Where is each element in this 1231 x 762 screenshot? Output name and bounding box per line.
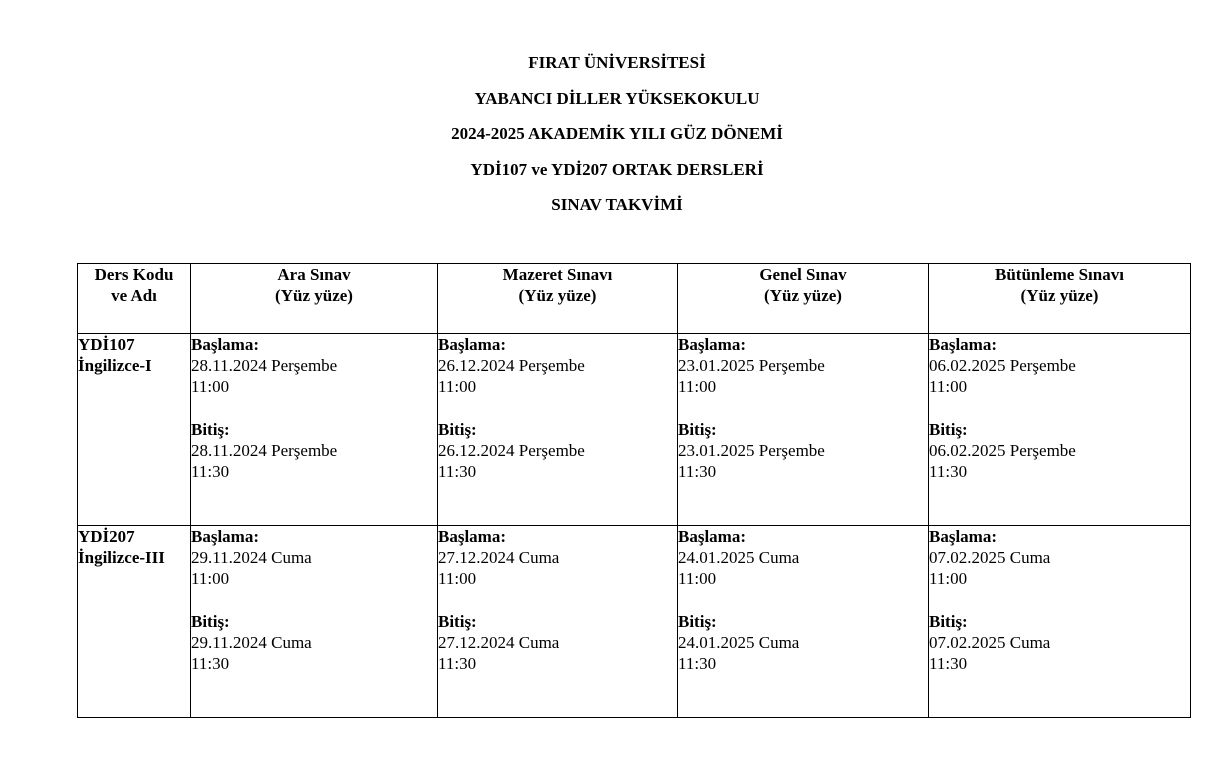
end-date: 26.12.2024 Perşembe [438,441,585,460]
column-header-makeup [438,264,678,334]
table-header-row [78,264,1191,334]
start-time: 11:00 [678,569,717,588]
course-group: YDİ107 ve YDİ207 ORTAK DERSLERİ [470,159,764,179]
start-label: Başlama: [438,335,506,354]
start-date: 06.02.2025 Perşembe [929,356,1076,375]
end-time: 11:30 [438,654,477,673]
start-label: Başlama: [929,527,997,546]
column-header-line: Ara Sınav [277,265,351,284]
end-label: Bitiş: [191,612,230,631]
start-date: 23.01.2025 Perşembe [678,356,825,375]
school-name: YABANCI DİLLER YÜKSEKOKULU [474,88,760,108]
start-label: Başlama: [929,335,997,354]
start-time: 11:00 [678,377,717,396]
university-name: FIRAT ÜNİVERSİTESİ [528,53,706,72]
start-time: 11:00 [438,569,477,588]
exam-cell [929,526,1191,718]
exam-cell [678,334,929,526]
end-time: 11:30 [191,462,230,481]
start-label: Başlama: [438,527,506,546]
start-date: 28.11.2024 Perşembe [191,356,338,375]
end-label: Bitiş: [929,420,968,439]
document-header [0,48,1231,226]
end-date: 07.02.2025 Cuma [929,633,1051,652]
end-time: 11:30 [929,462,968,481]
end-date: 06.02.2025 Perşembe [929,441,1076,460]
academic-term: 2024-2025 AKADEMİK YILI GÜZ DÖNEMİ [451,124,783,143]
column-header-line: ve Adı [111,286,157,305]
end-label: Bitiş: [678,420,717,439]
table-row [78,526,1191,718]
start-time: 11:00 [191,569,230,588]
end-date: 23.01.2025 Perşembe [678,441,825,460]
course-cell [78,334,191,526]
course-cell [78,526,191,718]
start-date: 26.12.2024 Perşembe [438,356,585,375]
end-time: 11:30 [678,654,717,673]
start-label: Başlama: [678,527,746,546]
start-date: 27.12.2024 Cuma [438,548,560,567]
start-time: 11:00 [929,569,968,588]
start-date: 07.02.2025 Cuma [929,548,1051,567]
start-time: 11:00 [191,377,230,396]
end-date: 24.01.2025 Cuma [678,633,800,652]
start-label: Başlama: [191,335,259,354]
column-header-midterm [191,264,438,334]
column-header-line: (Yüz yüze) [275,286,353,305]
table-row [78,334,1191,526]
end-label: Bitiş: [929,612,968,631]
end-label: Bitiş: [438,420,477,439]
end-time: 11:30 [438,462,477,481]
start-date: 29.11.2024 Cuma [191,548,312,567]
column-header-final [678,264,929,334]
end-date: 27.12.2024 Cuma [438,633,560,652]
column-header-line: (Yüz yüze) [1020,286,1099,305]
end-label: Bitiş: [438,612,477,631]
start-time: 11:00 [438,377,477,396]
end-date: 28.11.2024 Perşembe [191,441,338,460]
end-time: 11:30 [191,654,230,673]
end-label: Bitiş: [191,420,230,439]
exam-schedule-table [77,263,1191,718]
page-title: SINAV TAKVİMİ [551,195,683,214]
column-header-line: Ders Kodu [94,265,174,284]
start-time: 11:00 [929,377,968,396]
course-code: YDİ107 [78,335,135,354]
column-header-resit [929,264,1191,334]
start-date: 24.01.2025 Cuma [678,548,800,567]
exam-cell [191,526,438,718]
exam-cell [678,526,929,718]
exam-cell [438,334,678,526]
course-name: İngilizce-III [78,548,165,567]
exam-cell [438,526,678,718]
start-label: Başlama: [678,335,746,354]
exam-cell [929,334,1191,526]
end-date: 29.11.2024 Cuma [191,633,312,652]
end-label: Bitiş: [678,612,717,631]
column-header-line: Bütünleme Sınavı [995,265,1124,284]
column-header-line: (Yüz yüze) [518,286,597,305]
column-header-line: Genel Sınav [759,265,847,284]
column-header-line: Mazeret Sınavı [502,265,613,284]
end-time: 11:30 [929,654,968,673]
exam-cell [191,334,438,526]
column-header-course [78,264,191,334]
column-header-line: (Yüz yüze) [764,286,842,305]
end-time: 11:30 [678,462,717,481]
course-name: İngilizce-I [78,356,152,375]
start-label: Başlama: [191,527,259,546]
course-code: YDİ207 [78,527,135,546]
